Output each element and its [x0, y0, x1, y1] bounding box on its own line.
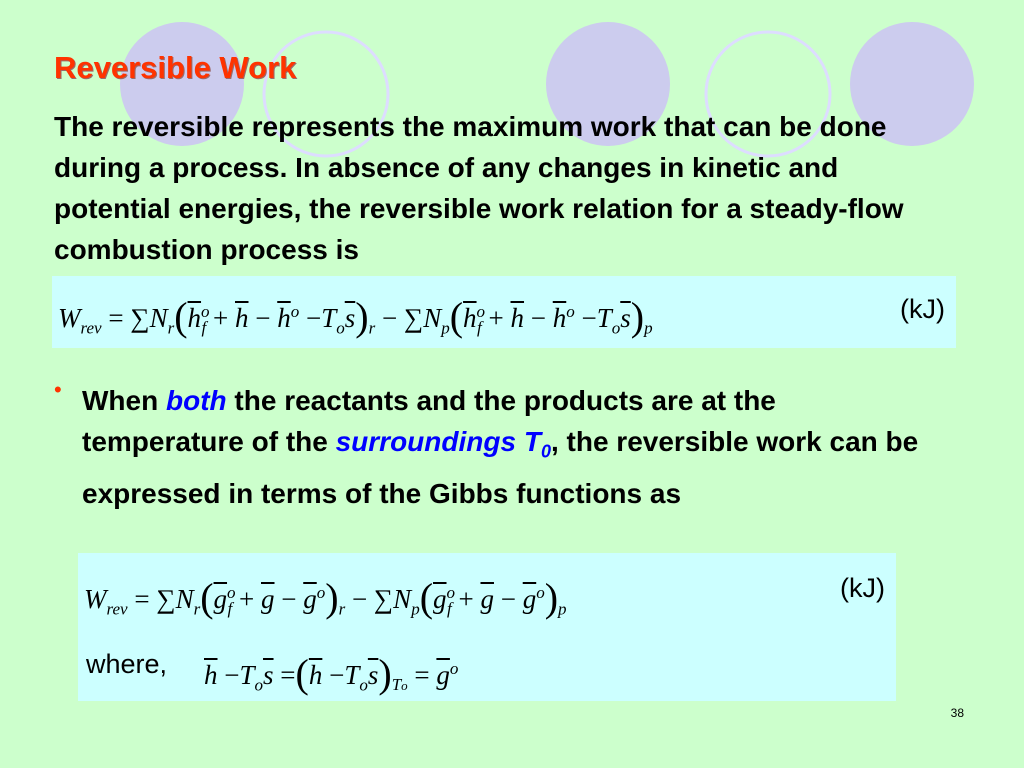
page-number: 38 [950, 706, 964, 720]
bullet-text-part: , the reversible work can be expressed in terms of the Gibbs functions as [82, 426, 919, 509]
bullet-text-part: the reactants and the products are at the temperature of the [82, 385, 776, 457]
intro-paragraph: The reversible represents the maximum work that can be done during a process. In absence of any changes in kinetic and potential energies, the reversible work relation for a steady-flow combustion process is [54, 111, 904, 265]
emphasis-surroundings-text: surroundings T [335, 426, 541, 457]
bullet-text-part: When [82, 385, 166, 416]
reversible-work-equation [52, 276, 956, 348]
gibbs-unit-label: (kJ) [840, 573, 885, 603]
bullet-icon: • [54, 377, 62, 402]
gibbs-formula: $W_{rev} = \sum N_r(\overline{g}^o_f + \overline{g} - \overline{g}^o)_r - \sum N_p(\overline{g}^o_f + \overline{g} - \overline{g}^o)_p$ [84, 575, 567, 620]
unit-label: (kJ) [900, 294, 945, 324]
gibbs-definition: $\overline{h} -T_o\overline{s} =(\overline{h} -T_o\overline{s})_{To} = \overline{g}^o$ [204, 651, 459, 696]
emphasis-both: both [166, 385, 227, 416]
gibbs-equation [78, 553, 896, 701]
equation-formula: $W_{rev} = \sum N_r(\overline{h}^o_f + \overline{h} - \overline{h}^o -T_o\overline{s})_r - \sum N_p(\overline{h}^o_f + \overline{h} - \overline{h}^o -T_o\overline{s})_p$ [58, 294, 653, 339]
where-label: where, [86, 649, 168, 679]
slide-title: Reversible Work [54, 50, 297, 85]
emphasis-subscript: 0 [540, 441, 551, 462]
bullet-text [82, 380, 942, 514]
emphasis-surroundings [335, 426, 551, 462]
